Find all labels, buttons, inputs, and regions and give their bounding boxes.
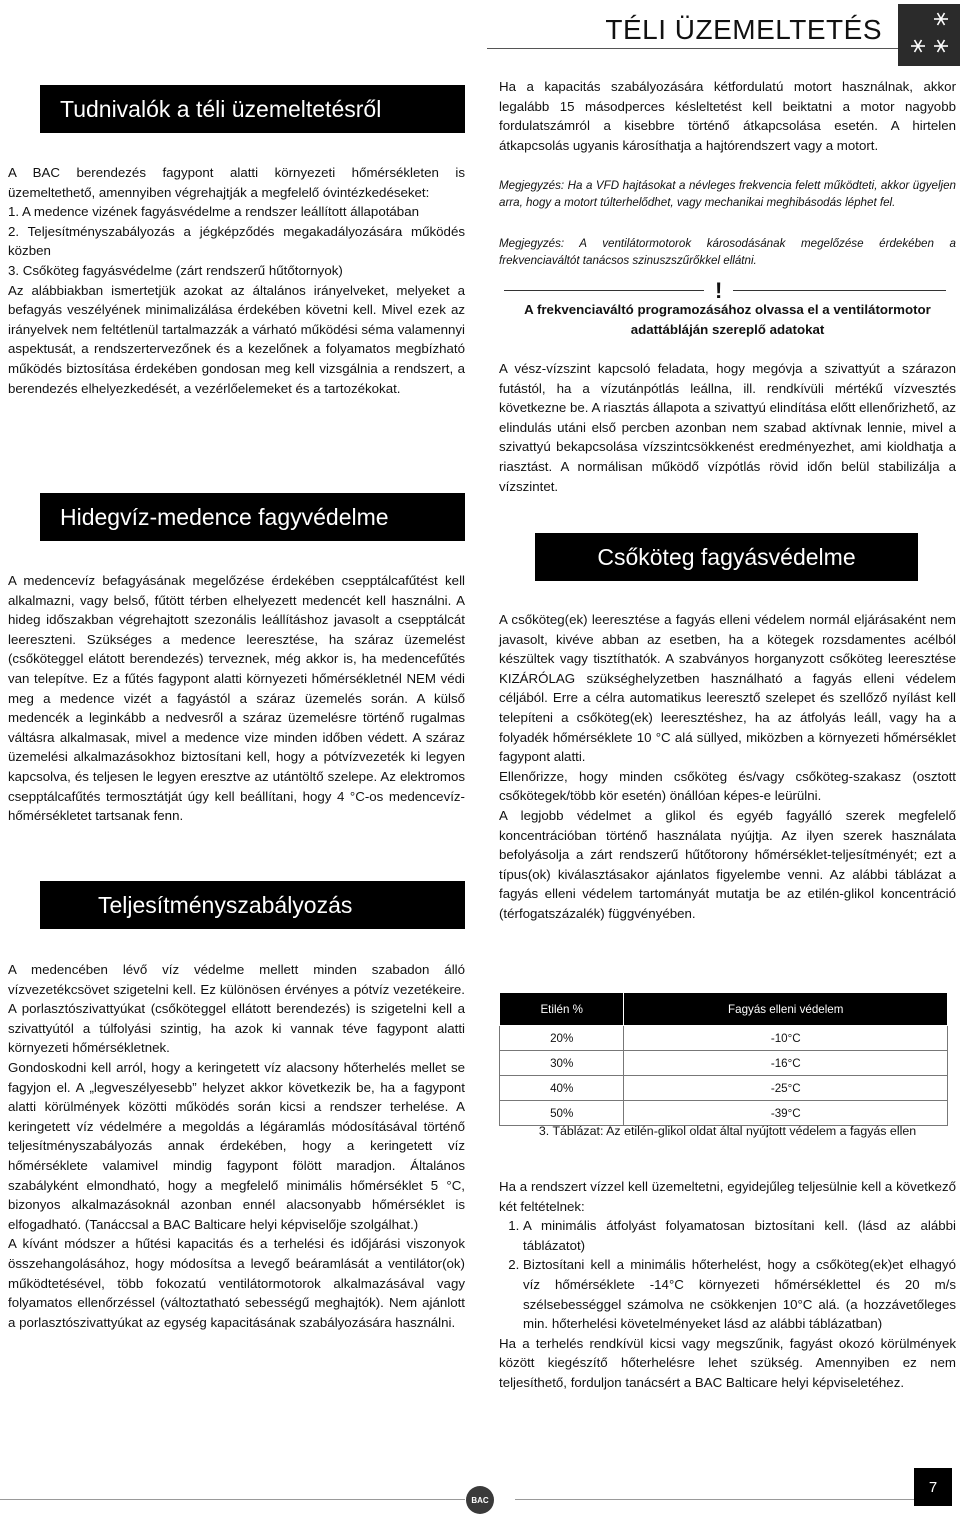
list-item: 1. A minimális átfolyást folyamatosan biztosítani kell. (lásd az alábbi táblázatot)	[523, 1216, 956, 1255]
table-row: 40% -25°C	[500, 1076, 948, 1101]
section-heading-basin-frost: Hidegvíz-medence fagyvédelme	[40, 493, 465, 541]
list-item: 2. Biztosítani kell a minimális hőterhelést, hogy a csőköteg(ek)et elhagyó víz hőmérséklete -14°C környezeti hőmérséklettel és 20 m/s szélsebességgel számolva ne csökkenjen 10°C alá. (a hozzávetőleges min. hőterhelési követelményeket lásd az alábbi táblázatban)	[523, 1255, 956, 1333]
warning-divider	[504, 290, 704, 291]
capacity-control-text: A medencében lévő víz védelme mellett minden szabadon álló vízvezetékcsövet szigetelni kell. Ez különösen érvényes a pótvíz vezetékeire. A porlasztószivattyúkat (csőköteggel ellátott berendezés) is szigetelni kell a szivattyútól a túlfolyási szintig, ha azok ki vannak téve fagypont alatti környezeti hőmérsékletnek. Gondoskodni kell arról, hogy a keringetett víz alacsony hőterhelés mellet se fagyjon el. A „legveszélyesebb” helyzet akkor következik be, ha a fagypont alatti körülmények közötti működés során kicsi a rendszer terhelése. A keringetett víz védelmére a megoldás a légáramlás módosításával történő teljesítményszabályozás annak érdekében, hogy a keringetett víz hőmérséklete valamivel mindig fagypont fölött maradjon. Általános szabályként elmondható, hogy a megfelelő minimális hőmérséklet 5 °C, bizonyos alkalmazásoknál azonban ennél alacsonyabb hőmérséklet is elfogadható. (Tanáccsal a BAC Balticare helyi képviselője szolgálhat.) A kívánt módszer a hűtési kapacitás és a terhelési és időjárási viszonyok összehangolásához, hogy módosítsa a levegő beáramlását a ventilátor(ok) működtetésével, több fokozatú ventilátormotorok alkalmazásával vagy folyamatos ellenőrzéssel (változtatható sebességű meghajtók). Nem ajánlott a porlasztószivattyúkat az egység kapacitásának szabályozására használni.	[8, 962, 465, 1330]
footer-divider	[515, 1499, 915, 1500]
section-heading-capacity-control: Teljesítményszabályozás	[40, 881, 465, 929]
precaution-item: 1. A medence vizének fagyásvédelme a rendszer leállított állapotában	[8, 204, 419, 220]
glycol-protection-table	[499, 992, 948, 1126]
table-row: 20% -10°C	[500, 1026, 948, 1051]
coil-frost-text: A csőköteg(ek) leeresztése a fagyás elleni védelem normál eljárásaként nem javasolt, kivéve abban az esetben, ha a kötegek rozsdamentes acélból készültek vagy tisztíthatók. A szabványos horganyzott csőköteg leeresztése KIZÁRÓLAG szükséghelyzetben használható a fagyás elleni védelem céljából. Erre a célra automatikus leeresztő szelepet és szellőző nyílást kell telepíteni a csőköteg(ek) leeresztéshez, ha az átfolyás leáll, vagy ha a folyadék hőmérséklete 10 °C alá süllyed, miközben a környezeti hőmérséklet fagypont alatti. Ellenőrizze, hogy minden csőköteg és/vagy csőköteg-szakasz (osztott csőkötegek/több kör esetén) önállóan képes-e leürülni. A legjobb védelmet a glikol és egyéb fagyálló szerek megfelelő koncentrációban történő használata nyújtja. Az ilyen szerek használata befolyásolja a zárt rendszerű hűtőtorony hőmérséklet-teljesítményét; ezt a típus(ok) kiválasztásakor ajánlatos figyelembe venni. Az alábbi táblázat a fagyás elleni védelem tartományát mutatja be az etilén-glikol koncentráció (térfogatszázalék) függvényében.	[499, 612, 956, 921]
warning-text: A frekvenciaváltó programozásához olvassa el a ventilátormotor adattábláján szereplő adatokat	[524, 302, 931, 337]
vfd-note: Megjegyzés: Ha a VFD hajtásokat a névleges frekvencia felett működteti, akkor ügyeljen arra, hogy a motort túlterhelődhet, vagy mechanikai meghibásodás léphet fel.	[499, 179, 956, 210]
low-level-switch-paragraph: A vész-vízszint kapcsoló feladata, hogy megóvja a szivattyút a szárazon futástól, ha a vízutánpótlás leállna, ill. rendkívüli mértékű vízvesztés következne be. A riasztás állapota a szivattyú elindítása előtt ellenőrizhető, az elindulás utáni első percben azonban nem szabad aktívnak lennie, mivel a szivattyú bekapcsolása vízszintcsökkenést eredményezhet, ami kioldhatja a riasztást. A normálisan működő vízpótlás rövid időn belül stabilizálja a vízszintet.	[499, 361, 956, 494]
table-header: Etilén %	[500, 993, 624, 1026]
basin-frost-paragraph: A medencevíz befagyásának megelőzése érdekében csepptálcafűtést kell alkalmazni, vagy belső, fűtött térben elhelyezett medencét kell használni. A hideg időszakban végrehajtott szezonális leállításhoz javasolt a csepptálcát leereszteni. Szükséges a medence leeresztése, ha száraz üzemelést (csőköteggel elátott berendezés) terveznek, még akkor is, ha medencefűtés van telepítve. Ez a fűtés fagypont alatti környezeti hőmérsékletnél NEM védi meg a medence vizét a fagyástól a száraz üzemelés során. A külső medencék a leginkább a nedvesről a száraz üzemelésre történő rugalmas váltásra alkalmasak, mivel a medence vize minden időben védett. A száraz üzemelési alkalmazásokhoz biztosítani kell, hogy a pótvízvezeték ki legyen kapcsolva, és teljesen le legyen eresztve az utántöltő szelepe. Az elektromos csepptálcafűtés termosztátját úgy kell beállítani, hogy 4 °C-os medencevíz-hőmérsékletet tartsanak fenn.	[8, 573, 465, 824]
precaution-item: 2. Teljesítményszabályozás a jégképződés megakadályozására működés közben	[8, 223, 465, 259]
warning-icon: !	[715, 278, 723, 303]
filter-note: Megjegyzés: A ventilátormotorok károsodásának megelőzése érdekében a frekvenciaváltót tanácsos szinuszszűrőkkel ellátni.	[499, 237, 956, 268]
table-header: Fagyás elleni védelem	[624, 993, 948, 1026]
header-divider	[487, 48, 960, 49]
page-number: 7	[914, 1468, 952, 1506]
warning-divider	[733, 290, 946, 291]
intro-paragraph: A BAC berendezés fagypont alatti környezeti hőmérsékleten is üzemeltethető, amennyiben végrehajtják a megfelelő óvintézkedéseket: 1. A medence vizének fagyásvédelme a rendszer leállított állapotában 2. Teljesítményszabályozás a jégképződés megakadályozására működés közben 3. Csőköteg fagyásvédelme (zárt rendszerű hűtőtornyok) Az alábbiakban ismertetjük azokat az általános irányelveket, melyeket a befagyás veszélyének minimalizálása érdekében követni kell. Mivel ezek az irányelvek nem feltétlenül tartalmazzák a várható működési séma valamennyi aspektusát, a rendszertervezőnek és a kezelőnek a folyamatos megbízható működés biztosítása érdekében gondosan meg kell vizsgálnia a rendszert, a berendezés elhelyezkedését, a vezérlőelemeket és a tartozékokat.	[8, 165, 465, 396]
precaution-item: 3. Csőköteg fagyásvédelme (zárt rendszerű hűtőtornyok)	[8, 262, 343, 278]
operation-conditions-text: Ha a rendszert vízzel kell üzemeltetni, egyidejűleg teljesülnie kell a következő két feltételnek: 1. A minimális átfolyást folyamatosan biztosítani kell. (lásd az alábbi táblázatot) 2. Biztosítani kell a minimális hőterhelést, hogy a csőköteg(ek)et elhagyó víz hőmérséklete -14°C környezeti hőmérséklettel és 20 m/s szélsebességgel számolva ne csökkenjen 10°C alá. (a hozzávetőleges min. hőterhelési követelményeket lásd az alábbi táblázatban) Ha a terhelés rendkívül kicsi vagy megszűnik, fagyást okozó körülmények között kiegészítő hőterhelésre lehet szükség. Amennyiben ez nem teljesíthető, forduljon tanácsért a BAC Balticare helyi képviseletéhez.	[499, 1177, 956, 1393]
page-section-title: TÉLI ÜZEMELTETÉS	[605, 14, 882, 45]
snowflake-icon	[898, 4, 960, 66]
bac-logo: BAC	[466, 1486, 494, 1514]
two-speed-motor-paragraph: Ha a kapacitás szabályozására kétfordulatú motort használnak, akkor legalább 15 másodperces késleltetést kell beiktatni a motor nagyobb fordulatszámról a kisebbre történő átkapcsolása esetén. A hirtelen átkapcsolás ugyanis károsíthatja a hajtórendszert vagy a motort.	[499, 79, 956, 153]
footer-divider	[0, 1499, 465, 1500]
section-heading-coil-frost: Csőköteg fagyásvédelme	[535, 533, 918, 581]
table-caption: 3. Táblázat: Az etilén-glikol oldat által nyújtott védelem a fagyás ellen	[538, 1124, 917, 1138]
table-row: 30% -16°C	[500, 1051, 948, 1076]
section-heading-winter-info: Tudnivalók a téli üzemeltetésről	[40, 85, 465, 133]
table-row: 50% -39°C	[500, 1101, 948, 1126]
